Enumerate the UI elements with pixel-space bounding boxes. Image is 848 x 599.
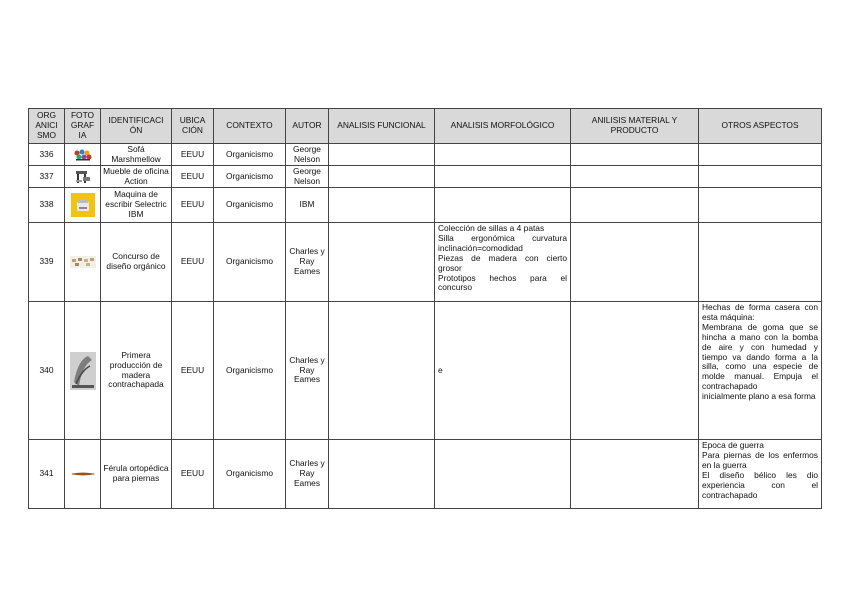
table-row	[29, 166, 822, 188]
morfologico-line: Prototipos hechos para el concurso	[438, 272, 567, 293]
contexto-cell: Organicismo	[214, 440, 286, 509]
otros-cell	[699, 302, 822, 440]
ubicacion-cell: EEUU	[172, 302, 214, 440]
autor-cell: Charles y Ray Eames	[286, 302, 329, 440]
material-cell	[571, 188, 699, 223]
material-cell	[571, 302, 699, 440]
ubicacion-cell: EEUU	[172, 144, 214, 166]
material-cell	[571, 166, 699, 188]
funcional-cell	[329, 302, 435, 440]
identificacion-cell: Sofá Marshmellow	[101, 144, 172, 166]
identificacion-cell: Férula ortopédica para piernas	[101, 440, 172, 509]
header-analisis-morfologico: ANALISIS MORFOLÓGICO	[435, 109, 571, 144]
chairs-contest-photo	[65, 223, 101, 302]
funcional-cell	[329, 144, 435, 166]
otros-cell	[699, 440, 822, 509]
ubicacion-cell: EEUU	[172, 166, 214, 188]
morfologico-line: Colección de sillas a 4 patas	[438, 223, 545, 233]
header-ubicacion: UBICA CIÓN	[172, 109, 214, 144]
morfologico-cell	[435, 440, 571, 509]
header-fotografia: FOTO GRAF IA	[65, 109, 101, 144]
organicism-table	[28, 108, 822, 509]
contexto-cell: Organicismo	[214, 302, 286, 440]
header-organicismo: ORG ANICI SMO	[29, 109, 65, 144]
otros-line: El diseño bélico les dio experiencia con el contrachapado	[702, 469, 818, 500]
material-cell	[571, 223, 699, 302]
ubicacion-cell: EEUU	[172, 440, 214, 509]
morfologico-cell	[435, 223, 571, 302]
row-number: 337	[29, 166, 65, 188]
row-number: 341	[29, 440, 65, 509]
morfologico-line: Silla ergonómica curvatura inclinación=comodidad	[438, 232, 567, 253]
otros-line: inicialmente plano a esa forma	[702, 391, 816, 402]
material-cell	[571, 440, 699, 509]
header-contexto: CONTEXTO	[214, 109, 286, 144]
leg-splint-photo	[65, 440, 101, 509]
row-number: 338	[29, 188, 65, 223]
contexto-cell: Organicismo	[214, 166, 286, 188]
ubicacion-cell: EEUU	[172, 223, 214, 302]
typewriter-photo	[65, 188, 101, 223]
autor-cell: Charles y Ray Eames	[286, 223, 329, 302]
morfologico-cell	[435, 302, 571, 440]
autor-cell: Charles y Ray Eames	[286, 440, 329, 509]
row-number: 340	[29, 302, 65, 440]
header-row	[29, 109, 822, 144]
funcional-cell	[329, 166, 435, 188]
header-autor: AUTOR	[286, 109, 329, 144]
otros-cell	[699, 144, 822, 166]
otros-cell	[699, 166, 822, 188]
material-cell	[571, 144, 699, 166]
autor-cell: IBM	[286, 188, 329, 223]
table-row	[29, 223, 822, 302]
row-number: 339	[29, 223, 65, 302]
header-otros-aspectos: OTROS ASPECTOS	[699, 109, 822, 144]
morfologico-cell	[435, 166, 571, 188]
office-furniture-photo	[65, 166, 101, 188]
contexto-cell: Organicismo	[214, 223, 286, 302]
identificacion-cell: Maquina de escribir Selectric IBM	[101, 188, 172, 223]
header-analisis-material: ANILISIS MATERIAL Y PRODUCTO	[571, 109, 699, 144]
header-analisis-funcional: ANALISIS FUNCIONAL	[329, 109, 435, 144]
funcional-cell	[329, 188, 435, 223]
funcional-cell	[329, 440, 435, 509]
table-row	[29, 188, 822, 223]
plywood-photo	[65, 302, 101, 440]
identificacion-cell: Concurso de diseño orgánico	[101, 223, 172, 302]
morfologico-line: e	[438, 364, 443, 375]
otros-line: Hechas de forma casera con esta máquina:	[702, 302, 818, 322]
sofa-photo	[65, 144, 101, 166]
contexto-cell: Organicismo	[214, 144, 286, 166]
otros-line: Membrana de goma que se hincha a mano con la bomba de aire y con humedad y tiempo va dando forma a la silla, como una especie de molde manual. Empuja el contrachapado	[702, 321, 818, 392]
identificacion-cell: Primera producción de madera contrachapada	[101, 302, 172, 440]
morfologico-cell	[435, 144, 571, 166]
contexto-cell: Organicismo	[214, 188, 286, 223]
table-row	[29, 440, 822, 509]
table-row	[29, 144, 822, 166]
otros-line: Epoca de guerra	[702, 440, 764, 450]
identificacion-cell: Mueble de oficina Action	[101, 166, 172, 188]
header-identificacion: IDENTIFICACI ÓN	[101, 109, 172, 144]
otros-cell	[699, 223, 822, 302]
morfologico-line: Piezas de madera con cierto grosor	[438, 252, 567, 273]
otros-line: Para piernas de los enfermos en la guerra	[702, 449, 818, 470]
otros-cell	[699, 188, 822, 223]
autor-cell: George Nelson	[286, 166, 329, 188]
autor-cell: George Nelson	[286, 144, 329, 166]
morfologico-cell	[435, 188, 571, 223]
ubicacion-cell: EEUU	[172, 188, 214, 223]
funcional-cell	[329, 223, 435, 302]
row-number: 336	[29, 144, 65, 166]
table-row	[29, 302, 822, 440]
